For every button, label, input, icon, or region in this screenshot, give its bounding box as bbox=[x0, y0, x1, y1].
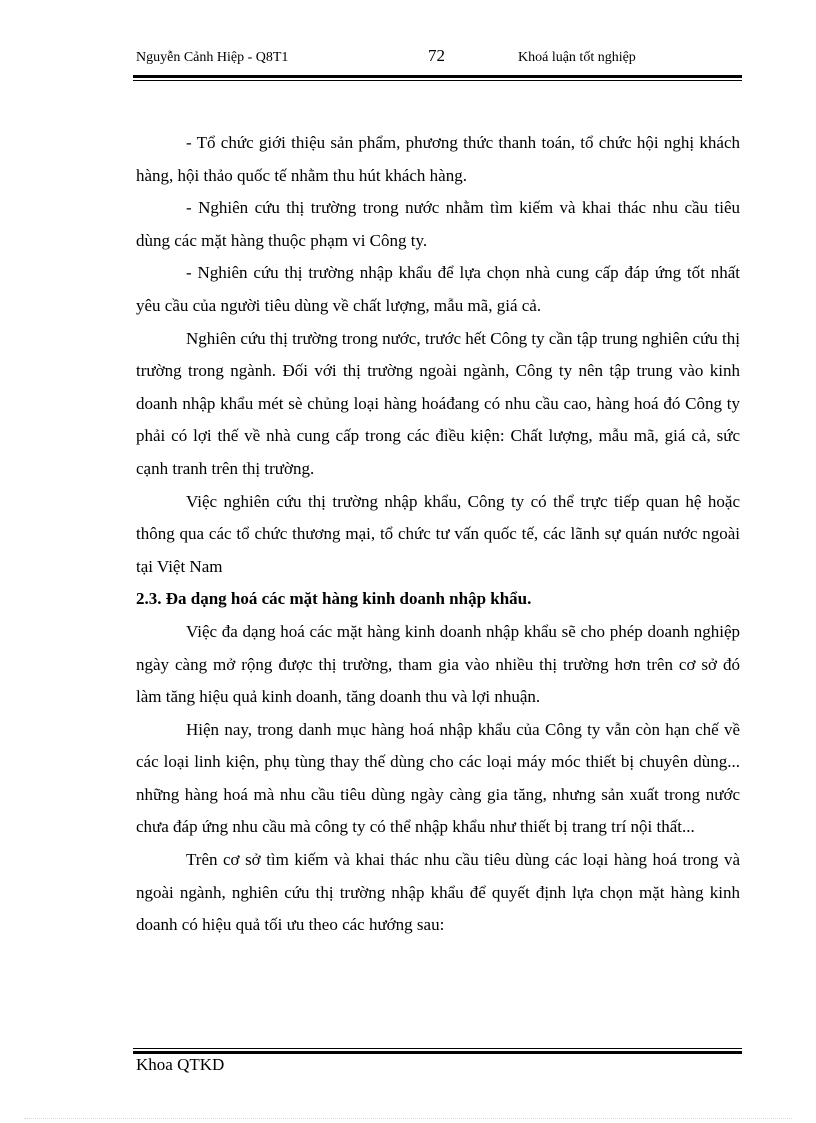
footer-department: Khoa QTKD bbox=[136, 1055, 225, 1074]
header-rule-thick bbox=[133, 75, 742, 78]
paragraph-8: Trên cơ sở tìm kiếm và khai thác nhu cầu tiêu dùng các loại hàng hoá trong và ngoài ngành, nghiên cứu thị trường nhập khẩu để quyết định lựa chọn mặt hàng kinh doanh có hiệu quả tối ưu theo các hướng sau: bbox=[136, 850, 740, 935]
paragraph-2: - Nghiên cứu thị trường trong nước nhằm tìm kiếm và khai thác nhu cầu tiêu dùng các mặt hàng thuộc phạm vi Công ty. bbox=[136, 198, 740, 250]
page-number: 72 bbox=[428, 46, 445, 65]
paragraph-1: - Tổ chức giới thiệu sản phẩm, phương thức thanh toán, tổ chức hội nghị khách hàng, hội thảo quốc tế nhằm thu hút khách hàng. bbox=[136, 133, 740, 185]
paragraph-6: Việc đa dạng hoá các mặt hàng kinh doanh nhập khẩu sẽ cho phép doanh nghiệp ngày càng mở rộng được thị trường, tham gia vào nhiều thị trường hơn trên cơ sở đó làm tăng hiệu quả kinh doanh, tăng doanh thu và lợi nhuận. bbox=[136, 621, 740, 707]
footer-rule-thin bbox=[133, 1048, 742, 1049]
header-doc-title: Khoá luận tốt nghiệp bbox=[518, 50, 636, 65]
page-bottom-divider bbox=[24, 1118, 792, 1119]
page-body bbox=[136, 127, 740, 942]
footer-rule-thick bbox=[133, 1051, 742, 1054]
paragraph-5: Việc nghiên cứu thị trường nhập khẩu, Công ty có thể trực tiếp quan hệ hoặc thông qua các tổ chức thương mại, tổ chức tư vấn quốc tế, các lãnh sự quán nước ngoài tại Việt Nam bbox=[136, 491, 740, 576]
header-author: Nguyễn Cảnh Hiệp - Q8T1 bbox=[136, 50, 289, 65]
section-heading: 2.3. Đa dạng hoá các mặt hàng kinh doanh nhập khẩu. bbox=[136, 589, 532, 609]
header-rule-thin bbox=[133, 80, 742, 81]
paragraph-4: Nghiên cứu thị trường trong nước, trước hết Công ty cần tập trung nghiên cứu thị trường trong ngành. Đối với thị trường ngoài ngành, Công ty nên tập trung vào kinh doanh nhập khẩu mét sè chủng loại hàng hoáđang có nhu cầu cao, hàng hoá đó Công ty phải có lợi thế về nhà cung cấp trong các điều kiện: Chất lượng, mẫu mã, giá cả, sức cạnh tranh trên thị trường. bbox=[136, 328, 740, 478]
paragraph-3: - Nghiên cứu thị trường nhập khẩu để lựa chọn nhà cung cấp đáp ứng tốt nhất yêu cầu của người tiêu dùng về chất lượng, mẫu mã, giá cả. bbox=[136, 263, 740, 315]
paragraph-7: Hiện nay, trong danh mục hàng hoá nhập khẩu của Công ty vẫn còn hạn chế về các loại linh kiện, phụ tùng thay thế dùng cho các loại máy móc thiết bị chuyên dùng... những hàng hoá mà nhu cầu tiêu dùng ngày càng gia tăng, nhưng sản xuất trong nước chưa đáp ứng nhu cầu mà công ty có thể nhập khẩu như thiết bị trang trí nội thất... bbox=[136, 719, 740, 837]
